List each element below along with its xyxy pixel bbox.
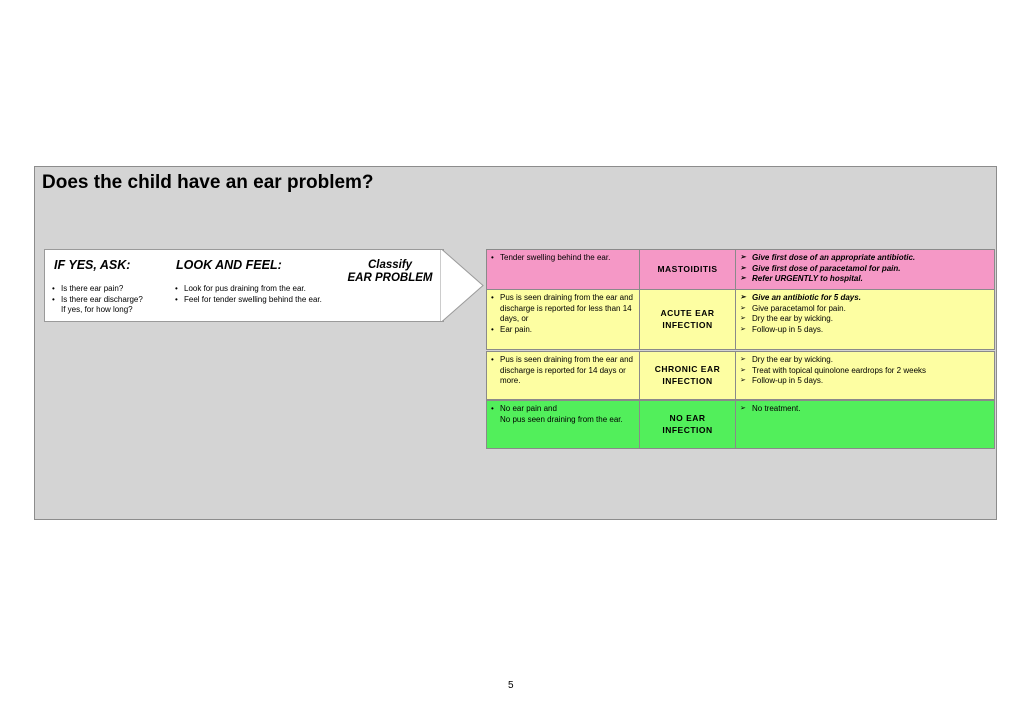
treatment-item: ➢ Give first dose of an appropriate antibiotic. xyxy=(740,253,990,264)
sign-item: • No ear pain and xyxy=(491,404,635,415)
treatment-item: ➢ Follow-up in 5 days. xyxy=(740,325,990,336)
look-item: • Look for pus draining from the ear. xyxy=(175,284,345,295)
ask-heading: IF YES, ASK: xyxy=(54,258,131,272)
classify-arrow xyxy=(440,249,484,322)
sign-item: • Ear pain. xyxy=(491,325,635,336)
ask-item: • Is there ear discharge? xyxy=(52,295,162,306)
look-heading: LOOK AND FEEL: xyxy=(176,258,282,272)
page-title: Does the child have an ear problem? xyxy=(42,172,374,193)
treatment-item: ➢ No treatment. xyxy=(740,404,990,415)
treatment-mastoiditis xyxy=(735,249,995,290)
signs-acute-ear-infection xyxy=(486,289,640,350)
classification-mastoiditis xyxy=(639,249,736,290)
treatment-chronic-ear-infection xyxy=(735,351,995,400)
ask-list xyxy=(52,284,162,316)
classification-no-ear-infection xyxy=(639,400,736,449)
treatment-item: ➢ Dry the ear by wicking. xyxy=(740,314,990,325)
treatment-item: ➢ Follow-up in 5 days. xyxy=(740,376,990,387)
treatment-item: ➢ Dry the ear by wicking. xyxy=(740,355,990,366)
treatment-acute-ear-infection xyxy=(735,289,995,350)
signs-no-ear-infection xyxy=(486,400,640,449)
classify-line1: Classify xyxy=(367,259,413,271)
classification-line: NO EAR xyxy=(669,413,706,423)
look-item: • Feel for tender swelling behind the ear. xyxy=(175,295,345,306)
sign-item: • Pus is seen draining from the ear and discharge is reported for less than 14 days, or xyxy=(491,293,635,325)
ask-followup: If yes, for how long? xyxy=(61,305,133,314)
classification-line: INFECTION xyxy=(662,424,713,435)
signs-chronic-ear-infection xyxy=(486,351,640,400)
treatment-item: ➢ Give paracetamol for pain. xyxy=(740,304,990,315)
sign-item: No pus seen draining from the ear. xyxy=(500,414,623,424)
treatment-item: ➢ Treat with topical quinolone eardrops for 2 weeks xyxy=(740,366,990,377)
treatment-item: ➢ Refer URGENTLY to hospital. xyxy=(740,274,990,285)
classification-line: ACUTE EAR xyxy=(660,308,715,318)
classification-line: CHRONIC EAR xyxy=(654,364,721,374)
classification-line: INFECTION xyxy=(662,375,713,386)
treatment-item: ➢ Give first dose of paracetamol for pain. xyxy=(740,264,990,275)
treatment-no-ear-infection xyxy=(735,400,995,449)
ask-item: • Is there ear pain? xyxy=(52,284,162,295)
classification-chronic-ear-infection xyxy=(639,351,736,400)
sign-item: • Pus is seen draining from the ear and discharge is reported for 14 days or more. xyxy=(491,355,635,387)
sign-item: • Tender swelling behind the ear. xyxy=(491,253,635,264)
classification-acute-ear-infection xyxy=(639,289,736,350)
classify-label xyxy=(338,259,442,285)
classification-line: INFECTION xyxy=(662,319,713,330)
classify-line2: EAR PROBLEM xyxy=(347,272,433,284)
signs-mastoiditis xyxy=(486,249,640,290)
look-list xyxy=(175,284,345,305)
classification-line: MASTOIDITIS xyxy=(657,263,718,274)
treatment-item: ➢ Give an antibiotic for 5 days. xyxy=(740,293,990,304)
page-number: 5 xyxy=(508,680,514,691)
